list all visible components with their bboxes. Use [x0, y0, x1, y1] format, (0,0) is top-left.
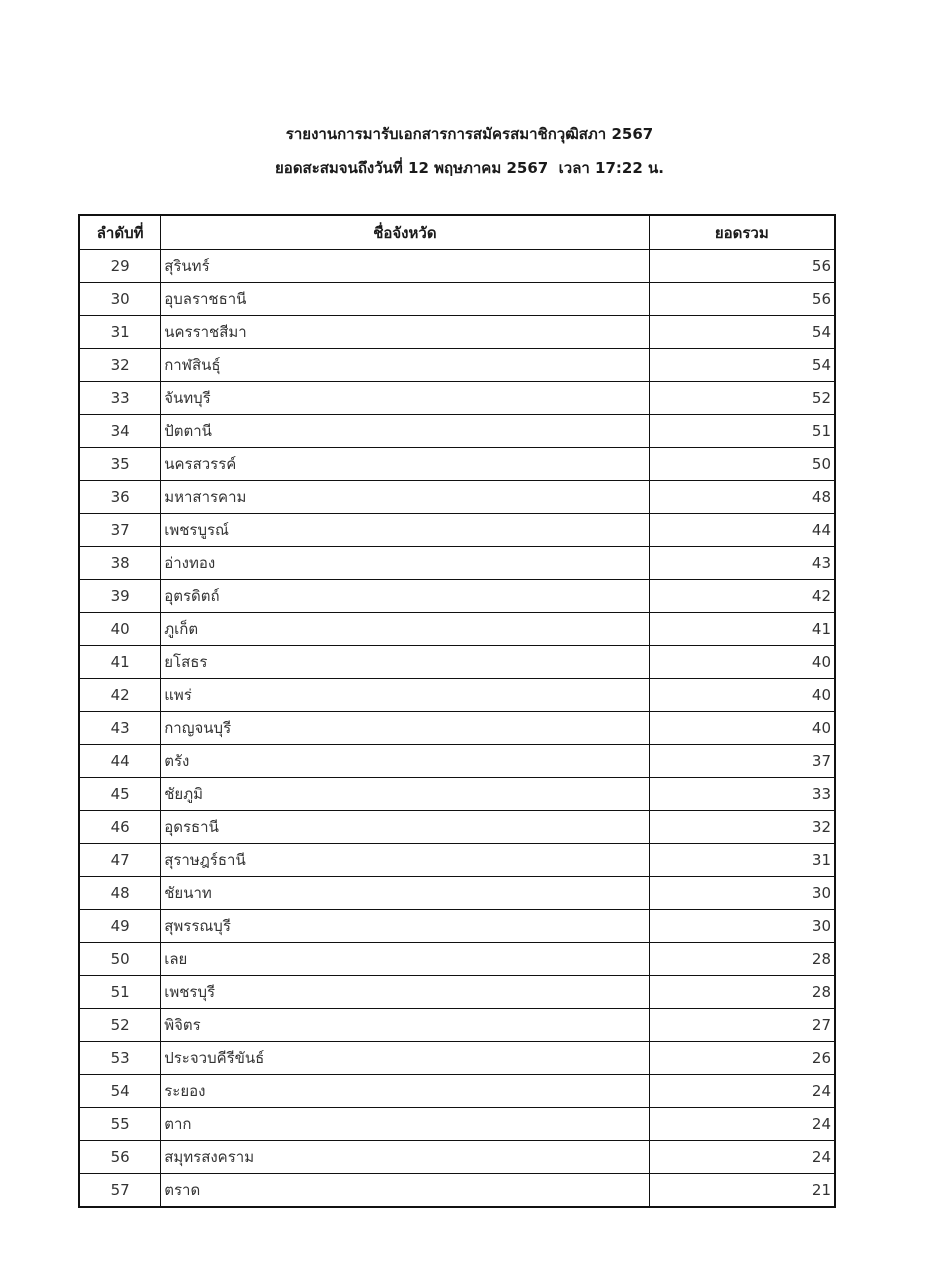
province-name: ปัตตานี	[161, 415, 649, 448]
table-row	[79, 613, 835, 646]
province-name: ตราด	[161, 1174, 649, 1208]
table-row	[79, 514, 835, 547]
row-total: 54	[649, 316, 835, 349]
row-total: 56	[649, 250, 835, 283]
row-total: 50	[649, 448, 835, 481]
header-total: ยอดรวม	[649, 215, 835, 250]
province-name: เลย	[161, 943, 649, 976]
row-total: 24	[649, 1108, 835, 1141]
row-total: 40	[649, 646, 835, 679]
province-name: สุรินทร์	[161, 250, 649, 283]
province-name: สุพรรณบุรี	[161, 910, 649, 943]
row-number: 46	[79, 811, 161, 844]
table-row	[79, 481, 835, 514]
row-number: 32	[79, 349, 161, 382]
table-row	[79, 448, 835, 481]
row-total: 54	[649, 349, 835, 382]
row-number: 45	[79, 778, 161, 811]
province-name: นครสวรรค์	[161, 448, 649, 481]
row-number: 35	[79, 448, 161, 481]
table-row	[79, 745, 835, 778]
row-total: 28	[649, 943, 835, 976]
row-number: 52	[79, 1009, 161, 1042]
row-number: 49	[79, 910, 161, 943]
province-name: กาฬสินธุ์	[161, 349, 649, 382]
province-name: ประจวบคีรีขันธ์	[161, 1042, 649, 1075]
row-total: 37	[649, 745, 835, 778]
table-row	[79, 844, 835, 877]
province-name: สุราษฎร์ธานี	[161, 844, 649, 877]
row-total: 42	[649, 580, 835, 613]
row-number: 56	[79, 1141, 161, 1174]
province-name: นครราชสีมา	[161, 316, 649, 349]
table-header-row	[79, 215, 835, 250]
table-row	[79, 646, 835, 679]
table-row	[79, 943, 835, 976]
table-row	[79, 1141, 835, 1174]
row-total: 52	[649, 382, 835, 415]
row-number: 43	[79, 712, 161, 745]
row-number: 31	[79, 316, 161, 349]
row-total: 48	[649, 481, 835, 514]
province-name: พิจิตร	[161, 1009, 649, 1042]
row-number: 57	[79, 1174, 161, 1208]
province-name: อ่างทอง	[161, 547, 649, 580]
row-total: 33	[649, 778, 835, 811]
table-row	[79, 1042, 835, 1075]
row-number: 37	[79, 514, 161, 547]
row-total: 56	[649, 283, 835, 316]
province-name: อุตรดิตถ์	[161, 580, 649, 613]
table-row	[79, 349, 835, 382]
province-name: มหาสารคาม	[161, 481, 649, 514]
province-name: กาญจนบุรี	[161, 712, 649, 745]
row-number: 42	[79, 679, 161, 712]
province-name: เพชรบูรณ์	[161, 514, 649, 547]
row-number: 48	[79, 877, 161, 910]
row-total: 28	[649, 976, 835, 1009]
row-total: 32	[649, 811, 835, 844]
row-total: 24	[649, 1075, 835, 1108]
row-total: 40	[649, 712, 835, 745]
table-row	[79, 382, 835, 415]
table-row	[79, 712, 835, 745]
table-row	[79, 580, 835, 613]
province-name: ยโสธร	[161, 646, 649, 679]
row-total: 40	[649, 679, 835, 712]
row-total: 24	[649, 1141, 835, 1174]
row-number: 34	[79, 415, 161, 448]
province-name: ชัยภูมิ	[161, 778, 649, 811]
row-total: 41	[649, 613, 835, 646]
province-name: ตรัง	[161, 745, 649, 778]
table-row	[79, 1108, 835, 1141]
table-row	[79, 316, 835, 349]
province-name: แพร่	[161, 679, 649, 712]
province-name: เพชรบุรี	[161, 976, 649, 1009]
row-total: 26	[649, 1042, 835, 1075]
province-name: ชัยนาท	[161, 877, 649, 910]
table-row	[79, 679, 835, 712]
province-name: สมุทรสงคราม	[161, 1141, 649, 1174]
province-name: ภูเก็ต	[161, 613, 649, 646]
row-number: 29	[79, 250, 161, 283]
row-number: 54	[79, 1075, 161, 1108]
row-number: 33	[79, 382, 161, 415]
row-total: 44	[649, 514, 835, 547]
row-number: 41	[79, 646, 161, 679]
table-row	[79, 778, 835, 811]
province-name: อุบลราชธานี	[161, 283, 649, 316]
row-number: 36	[79, 481, 161, 514]
header-province: ชื่อจังหวัด	[161, 215, 649, 250]
row-number: 47	[79, 844, 161, 877]
row-total: 51	[649, 415, 835, 448]
row-number: 40	[79, 613, 161, 646]
row-total: 30	[649, 910, 835, 943]
table-body	[79, 250, 835, 1208]
row-number: 53	[79, 1042, 161, 1075]
table-row	[79, 1174, 835, 1208]
table-row	[79, 415, 835, 448]
row-total: 21	[649, 1174, 835, 1208]
table-row	[79, 811, 835, 844]
report-title: รายงานการมารับเอกสารการสมัครสมาชิกวุฒิสภา 2567	[285, 125, 654, 143]
province-name: อุดรธานี	[161, 811, 649, 844]
row-number: 39	[79, 580, 161, 613]
table-row	[79, 976, 835, 1009]
table-row	[79, 250, 835, 283]
header-no: ลำดับที่	[79, 215, 161, 250]
table-row	[79, 547, 835, 580]
row-total: 30	[649, 877, 835, 910]
table-row	[79, 1075, 835, 1108]
row-total: 43	[649, 547, 835, 580]
report-subtitle: ยอดสะสมจนถึงวันที่ 12 พฤษภาคม 2567 เวลา 17:22 น.	[275, 159, 664, 177]
province-name: ตาก	[161, 1108, 649, 1141]
row-number: 51	[79, 976, 161, 1009]
row-number: 55	[79, 1108, 161, 1141]
row-number: 38	[79, 547, 161, 580]
row-total: 31	[649, 844, 835, 877]
table-row	[79, 877, 835, 910]
row-number: 50	[79, 943, 161, 976]
province-name: จันทบุรี	[161, 382, 649, 415]
table-row	[79, 910, 835, 943]
province-table	[78, 214, 836, 1208]
province-name: ระยอง	[161, 1075, 649, 1108]
row-number: 44	[79, 745, 161, 778]
table-row	[79, 1009, 835, 1042]
row-total: 27	[649, 1009, 835, 1042]
table-row	[79, 283, 835, 316]
row-number: 30	[79, 283, 161, 316]
